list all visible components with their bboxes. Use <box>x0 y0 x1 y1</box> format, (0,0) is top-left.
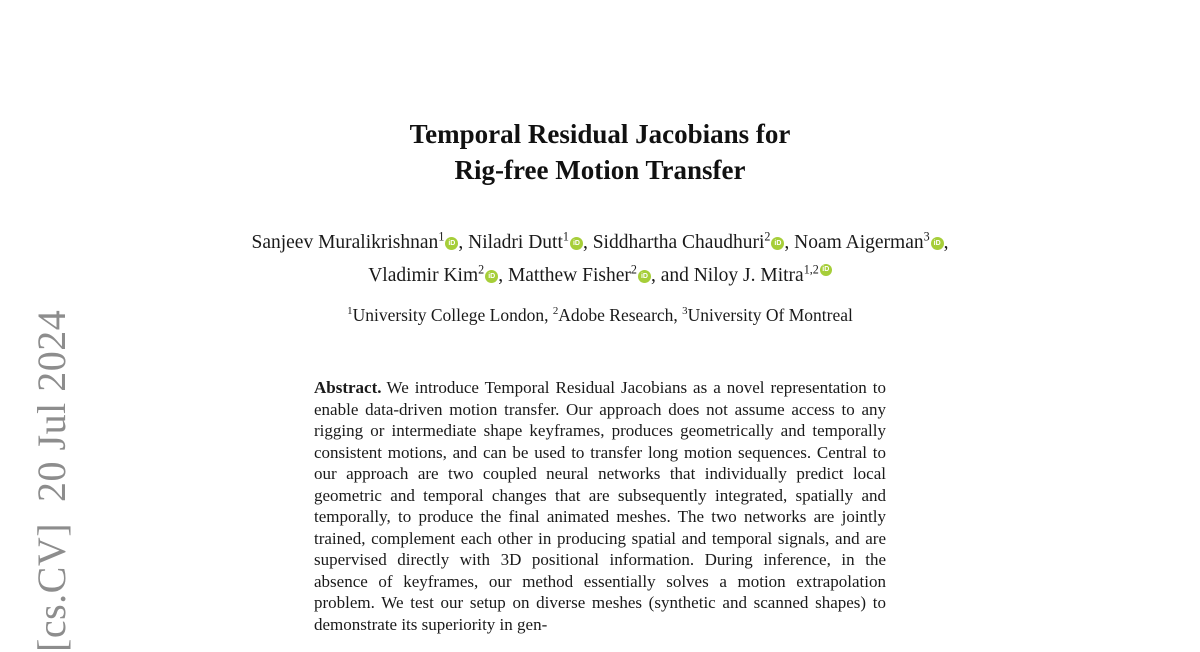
affiliation-list: $^1$University College London, $^2$Adobe Research, $^3$University Of Montreal <box>347 305 853 325</box>
author-affiliation-sup: 1 <box>438 229 445 244</box>
author: Vladimir Kim$^2$ iD <box>368 265 498 286</box>
author: Niloy J. Mitra$^{1,2}$ iD <box>694 265 832 286</box>
paper-title <box>0 0 1200 188</box>
orcid-icon[interactable]: iD <box>638 270 651 283</box>
orcid-icon[interactable]: iD <box>771 237 784 250</box>
author-affiliation-sup: 1 <box>562 229 569 244</box>
affiliation: $^2$Adobe Research <box>552 305 674 325</box>
abstract-block <box>314 377 886 635</box>
author-affiliation-sup: 2 <box>630 262 637 277</box>
orcid-icon[interactable]: iD <box>485 270 498 283</box>
author-affiliation-sup: 1,2 <box>803 262 819 277</box>
author: Noam Aigerman$^3$ iD <box>794 232 943 253</box>
orcid-icon[interactable]: iD <box>820 264 832 276</box>
author-affiliation-sup: 2 <box>764 229 771 244</box>
orcid-icon[interactable]: iD <box>570 237 583 250</box>
affiliation-sup: 3 <box>682 305 688 318</box>
author: Niladri Dutt$^1$ iD <box>468 232 583 253</box>
author: Matthew Fisher$^2$ iD <box>508 265 651 286</box>
abstract-text: We introduce Temporal Residual Jacobians as a novel representation to enable data-driven motion transfer. Our approach does not assume access to any rigging or intermediate shape keyframes, produces geometrically and temporally consistent motions, and can be used to transfer long motion sequences. Central to our approach are two coupled neural networks that individually predict local geometric and temporal changes that are subsequently integrated, spatially and temporally, to produce the final animated meshes. The two networks are jointly trained, complement each other in producing spatial and temporal signals, and are supervised directly with 3D positional information. During inference, in the absence of keyframes, our method essentially solves a motion extrapolation problem. We test our setup on diverse meshes (synthetic and scanned shapes) to demonstrate its superiority in gen- <box>314 378 886 634</box>
paper-title-line1: Temporal Residual Jacobians for <box>409 119 791 149</box>
paper-title-line2: Rig-free Motion Transfer <box>454 155 746 185</box>
affiliation-sup: 2 <box>552 305 559 318</box>
affiliation: $^1$University College London <box>347 305 545 325</box>
orcid-icon[interactable]: iD <box>445 237 458 250</box>
orcid-icon[interactable]: iD <box>931 237 944 250</box>
abstract-label: Abstract. <box>314 378 382 397</box>
author-list: Sanjeev Muralikrishnan$^1$ iD , Niladri Dutt$^1$ iD , Siddhartha Chaudhuri$^2$ iD , Noam Aigerman$^3$ iD , Vladimir Kim$^2$ iD , Matthew Fisher$^2$ iD , and Niloy J. Mitra$^{1,2}$ iD <box>251 229 949 286</box>
author-affiliation-sup: 3 <box>923 229 930 244</box>
author-affiliation-sup: 2 <box>478 262 485 277</box>
affiliation-sup: 1 <box>347 305 353 318</box>
author: Sanjeev Muralikrishnan$^1$ iD <box>251 232 458 253</box>
arxiv-stamp-text: [cs.CV] 20 Jul 2024 <box>29 309 74 652</box>
affiliation: $^3$University Of Montreal <box>682 305 853 325</box>
author: Siddhartha Chaudhuri$^2$ iD <box>593 232 785 253</box>
